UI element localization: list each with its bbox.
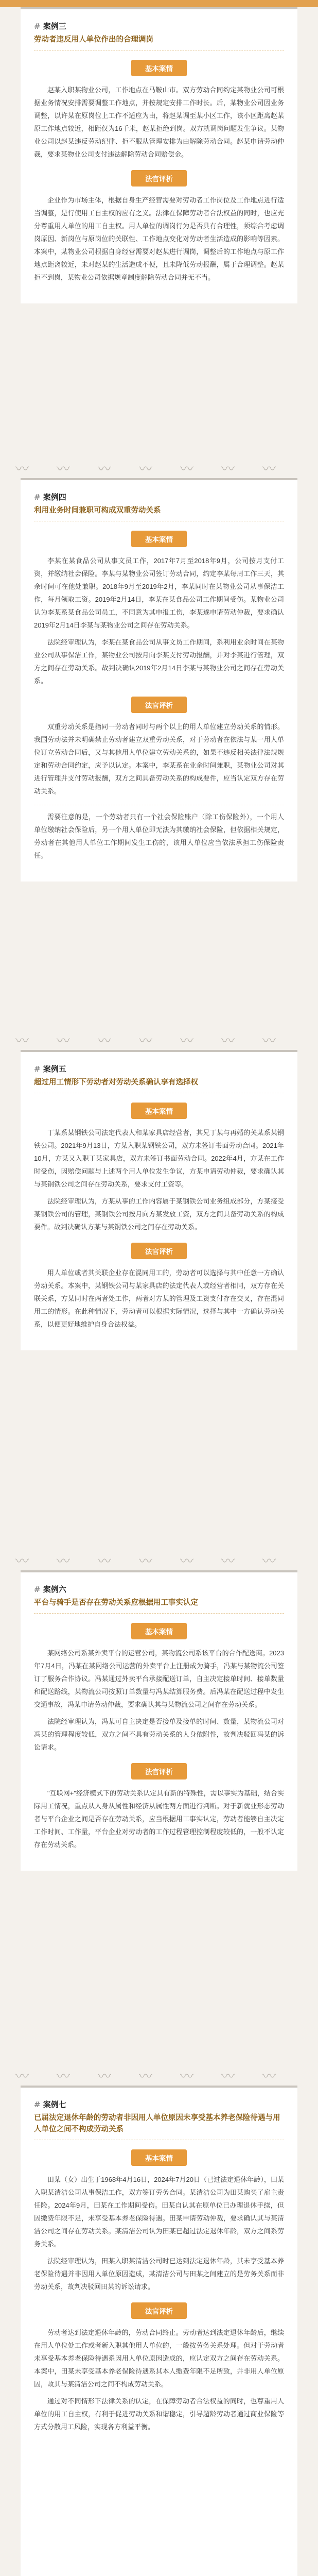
facts-pill: 基本案情 xyxy=(131,1103,187,1119)
facts-paragraph: 丁某系某钢铁公司法定代表人和某家具店经营者，其兄丁某与再婚的关某系某钢铁公司。2021年9月13日，方某入职某钢铁公司，双方未签订书面劳动合同。2021年10月，方某又入职丁某家具店，双方未签订书面劳动合同。2022年4月，方某在工作时受伤，因赔偿问题与上述两个用人单位发生争议，方某申请劳动仲裁，要求确认其与某钢铁公司之间存在劳动关系，要求支付工资等。 xyxy=(34,1128,284,1188)
facts-pill: 基本案情 xyxy=(131,531,187,547)
facts-pill: 基本案情 xyxy=(131,1623,187,1639)
case-label: # 案例五 xyxy=(34,1063,284,1074)
case-card xyxy=(21,1050,297,1350)
case-card xyxy=(21,1570,297,1871)
case-section xyxy=(0,454,318,1026)
review-paragraph: 需要注意的是，一个劳动者只有一个社会保险账户（除工伤保险外），一个用人单位缴纳社会保险后，另一个用人单位即无法为其缴纳社会保险，但依据相关规定，劳动者在其他用人单位工作期间发生工伤的，该用人单位应当依法承担工伤保险责任。 xyxy=(34,805,284,862)
case-section xyxy=(0,7,318,454)
case-card xyxy=(21,2086,297,2576)
facts-paragraph: 法院经审理认为，冯某可自主决定是否接单及接单的时间、数量，某物流公司对冯某的管理程度较低，双方之间不具有劳动关系的人身依附性，故判决驳回冯某的诉讼请求。 xyxy=(34,1717,284,1751)
case-label: # 案例三 xyxy=(34,21,284,31)
review-paragraph: 通过对不同情形下法律关系的认定，在保障劳动者合法权益的同时，也尊重用人单位的用工自主权，有利于促进劳动关系和谐稳定，引导超龄劳动者通过商业保险等方式分散用工风险，实现各方利益平衡。 xyxy=(34,2397,284,2431)
facts-paragraph: 李某在某食品公司从事文员工作，2017年7月至2018年9月，公司按月支付工资，并缴纳社会保险。李某与某物业公司签订劳动合同，约定李某每周工作三天，其余时间可在他处兼职。2018年9月至2019年2月，李某同时在某物业公司从事保洁工作，每月领取工资。2019年2月14日，李某在某食品公司工作期间受伤。某物业公司认为李某系某食品公司员工，不同意为其申报工伤，李某遂申请劳动仲裁，要求确认2019年2月14日李某与某物业公司之间存在劳动关系。 xyxy=(34,556,284,629)
case-section xyxy=(0,1026,318,1547)
case-card xyxy=(21,7,297,303)
case-title: 利用业务时间兼职可构成双重劳动关系 xyxy=(34,505,284,521)
review-pill: 法官评析 xyxy=(131,2302,187,2319)
facts-paragraph: 某网络公司系某外卖平台的运营公司，某物流公司系该平台的合作配送商。2023年7月4日，冯某在某网络公司运营的外卖平台上注册成为骑手，冯某与某物流公司签订了服务合作协议。冯某通过外卖平台承接配送订单，自主决定接单时间、接单数量和配送路线，某物流公司按照订单数量与冯某结算服务费。后冯某在配送过程中发生交通事故，冯某申请劳动仲裁，要求确认其与某物流公司之间存在劳动关系。 xyxy=(34,1649,284,1708)
facts-paragraph: 法院经审理认为，李某在某食品公司从事文员工作期间，系利用业余时间在某物业公司从事保洁工作，某物业公司按月向李某支付劳动报酬，并对李某进行管理，双方之间存在劳动关系。故判决确认2019年2月14日李某与某物业公司之间存在劳动关系。 xyxy=(34,638,284,685)
facts-paragraph: 赵某入职某物业公司，工作地点在马鞍山市。双方劳动合同约定某物业公司可根据业务情况安排需要调整工作地点，并按规定安排工作时长。后，某物业公司因业务调整，以许某在原岗位上工作不适应为由，将赵某调至某小区工作，该小区距离赵某原工作地点较近，相距仅为16千米，赵某拒绝到岗。双方就调岗问题发生争议。某物业公司以赵某违反劳动纪律、拒不服从管理安排为由解除劳动合同。赵某申请劳动仲裁，要求某物业公司支付违法解除劳动合同赔偿金。 xyxy=(34,86,284,158)
review-paragraph: 用人单位或者其关联企业存在混同用工的，劳动者可以选择与其中任意一方确认劳动关系。本案中，某钢铁公司与某家具店的法定代表人或经营者相同，双方存在关联关系，方某同时在两者处工作，两者对方某的管理及工资支付存在交叉，存在混同用工的情形。在此种情况下，劳动者可以根据实际情况，选择与其中一方确认劳动关系，以便更好地维护自身合法权益。 xyxy=(34,1268,284,1328)
ink-decoration: 〰 〰 〰 〰 〰 〰 〰 xyxy=(15,1554,276,1569)
review-pill: 法官评析 xyxy=(131,1763,187,1780)
facts-pill: 基本案情 xyxy=(131,60,187,76)
review-paragraph: "互联网+"经济模式下的劳动关系认定具有新的特殊性，需以事实为基础，结合实际用工情况，重点从人身从属性和经济从属性两方面进行判断。对于新就业形态劳动者与平台企业之间是否存在劳动关系，应当根据用工事实认定，劳动者能够自主决定工作时间、工作量，平台企业对劳动者的工作过程管理控制程度较低的，一般不认定存在劳动关系。 xyxy=(34,1789,284,1849)
review-pill: 法官评析 xyxy=(131,1243,187,1259)
case-title: 劳动者违反用人单位作出的合理调岗 xyxy=(34,35,284,50)
review-paragraph: 劳动者达到法定退休年龄的，劳动合同终止。劳动者达到法定退休年龄后，继续在用人单位处工作或者新入职其他用人单位的，一般按劳务关系处理。但对于劳动者未享受基本养老保险待遇系因用人单位原因造成的，应认定双方之间存在劳动关系。本案中，田某未享受基本养老保险待遇系其本人缴费年限不足所致，并非用人单位原因，故其与某清洁公司之间不构成劳动关系。 xyxy=(34,2328,284,2388)
top-strip xyxy=(0,0,318,7)
review-paragraph: 企业作为市场主体，根据自身生产经营需要对劳动者工作岗位及工作地点进行适当调整，是行使用工自主权的应有之义。法律在保障劳动者合法权益的同时，也应充分尊重用人单位的用工自主权。用人单位的调岗行为是否具有合理性，须综合考虑调岗原因、新岗位与原岗位的关联性、工作地点变化对劳动者生活造成的影响等因素。本案中，某物业公司根据自身经营需要对赵某进行调岗，调整后的工作地点与原工作地点距离较近，未对赵某的生活造成不便，且未降低劳动报酬，属于合理调整。赵某拒不到岗，某物业公司依据规章制度解除劳动合同并无不当。 xyxy=(34,196,284,281)
case-card xyxy=(21,478,297,882)
ink-decoration: 〰 〰 〰 〰 〰 〰 〰 xyxy=(15,1033,276,1049)
review-pill: 法官评析 xyxy=(131,170,187,187)
case-label: # 案例四 xyxy=(34,492,284,502)
case-label: # 案例七 xyxy=(34,2099,284,2110)
case-title: 平台与骑手是否存在劳动关系应根据用工事实认定 xyxy=(34,1598,284,1614)
facts-paragraph: 法院经审理认为，方某从事的工作内容属于某钢铁公司业务组成部分，方某接受某钢铁公司的管理，某钢铁公司按月向方某发放工资，双方之间具备劳动关系的构成要件。故判决确认方某与某钢铁公司之间存在劳动关系。 xyxy=(34,1197,284,1231)
case-section xyxy=(0,2062,318,2576)
facts-paragraph: 田某（女）出生于1968年4月16日，2024年7月20日（已过法定退休年龄），田某入职某清洁公司从事保洁工作，双方签订劳务合同。某清洁公司为田某购买了雇主责任险。2024年9月，田某在工作期间受伤。田某自认其在原单位已办理退休手续，但因缴费年限不足，未享受基本养老保险待遇。田某申请劳动仲裁，要求确认其与某清洁公司之间存在劳动关系。某清洁公司认为田某已超过法定退休年龄，双方之间系劳务关系。 xyxy=(34,2175,284,2248)
case-title: 超过用工情形下劳动者对劳动关系确认享有选择权 xyxy=(34,1077,284,1093)
case-label: # 案例六 xyxy=(34,1584,284,1595)
ink-decoration: 〰 〰 〰 〰 〰 〰 〰 xyxy=(15,2069,276,2084)
case-section xyxy=(0,1547,318,2062)
case-title: 已届法定退休年龄的劳动者非因用人单位原因未享受基本养老保险待遇与用人单位之间不构成劳动关系 xyxy=(34,2113,284,2140)
ink-decoration: 〰 〰 〰 〰 〰 〰 〰 xyxy=(15,462,276,477)
review-pill: 法官评析 xyxy=(131,697,187,713)
review-paragraph: 双重劳动关系是指同一劳动者同时与两个以上的用人单位建立劳动关系的情形。我国劳动法并未明确禁止劳动者建立双重劳动关系，对于劳动者在依法与某一用人单位订立劳动合同后，又与其他用人单位建立劳动关系的，如果不违反相关法律法规规定和劳动合同约定，应予以认定。本案中，李某系在业余时间兼职，某物业公司对其进行管理并支付劳动报酬，双方之间具备劳动关系的构成要件，应当认定双方存在劳动关系。 xyxy=(34,722,284,795)
facts-paragraph: 法院经审理认为，田某入职某清洁公司时已达到法定退休年龄，其未享受基本养老保险待遇并非因用人单位原因造成，某清洁公司与田某之间建立的是劳务关系而非劳动关系，故判决驳回田某的诉讼请求。 xyxy=(34,2257,284,2291)
facts-pill: 基本案情 xyxy=(131,2149,187,2166)
